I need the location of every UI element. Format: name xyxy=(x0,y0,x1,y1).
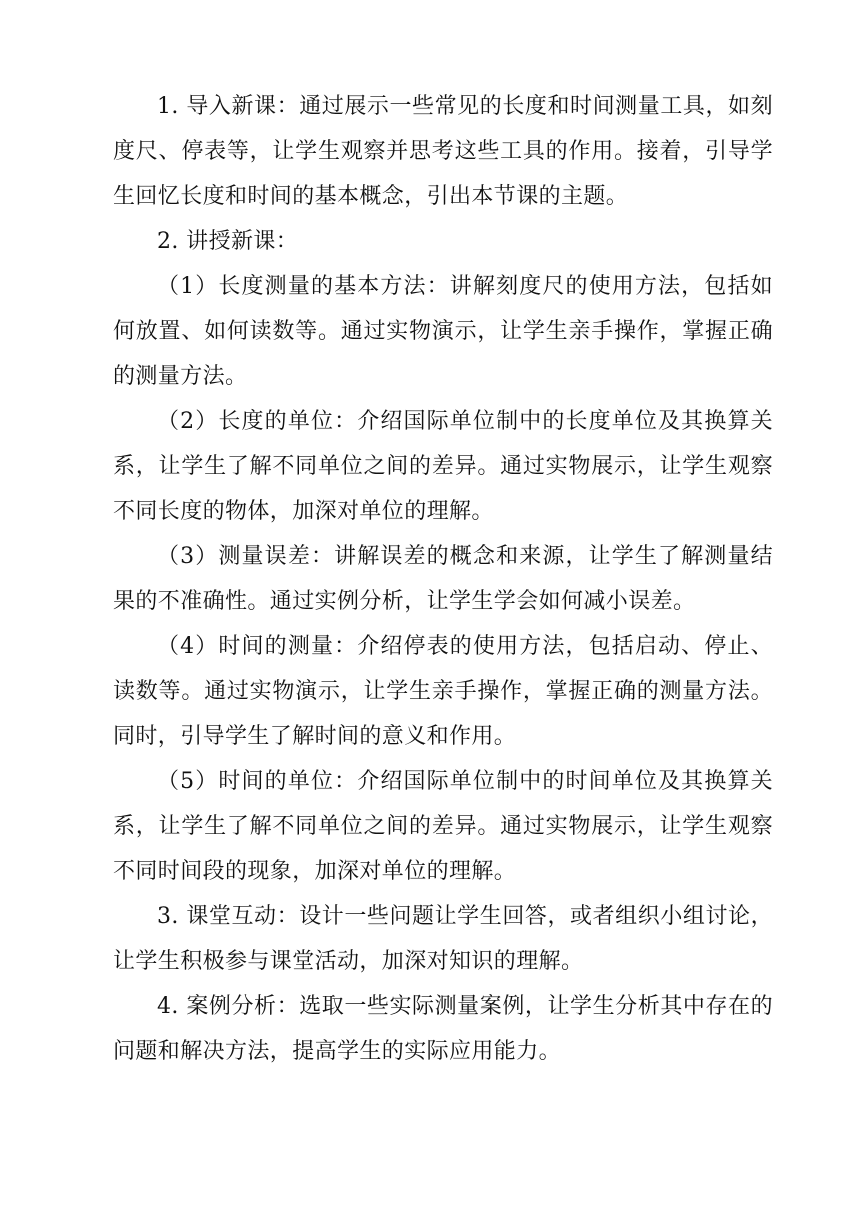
paragraph-length-method: （1）长度测量的基本方法：讲解刻度尺的使用方法，包括如何放置、如何读数等。通过实物演示，让学生亲手操作，掌握正确的测量方法。 xyxy=(113,274,773,389)
document-body xyxy=(113,84,773,1074)
paragraph-length-unit: （2）长度的单位：介绍国际单位制中的长度单位及其换算关系，让学生了解不同单位之间的差异。通过实物展示，让学生观察不同长度的物体，加深对单位的理解。 xyxy=(113,409,773,524)
paragraph-time-measurement: （4）时间的测量：介绍停表的使用方法，包括启动、停止、读数等。通过实物演示，让学生亲手操作，掌握正确的测量方法。同时，引导学生了解时间的意义和作用。 xyxy=(113,634,773,749)
paragraph-intro: 1. 导入新课：通过展示一些常见的长度和时间测量工具，如刻度尺、停表等，让学生观察并思考这些工具的作用。接着，引导学生回忆长度和时间的基本概念，引出本节课的主题。 xyxy=(113,94,773,209)
paragraph-case-analysis: 4. 案例分析：选取一些实际测量案例，让学生分析其中存在的问题和解决方法，提高学生的实际应用能力。 xyxy=(113,994,773,1064)
paragraph-teaching-heading: 2. 讲授新课： xyxy=(157,229,299,254)
paragraph-measurement-error: （3）测量误差：讲解误差的概念和来源，让学生了解测量结果的不准确性。通过实例分析，让学生学会如何减小误差。 xyxy=(113,544,773,614)
paragraph-classroom-interaction: 3. 课堂互动：设计一些问题让学生回答，或者组织小组讨论，让学生积极参与课堂活动，加深对知识的理解。 xyxy=(113,904,773,974)
paragraph-time-unit: （5）时间的单位：介绍国际单位制中的时间单位及其换算关系，让学生了解不同单位之间的差异。通过实物展示，让学生观察不同时间段的现象，加深对单位的理解。 xyxy=(113,769,773,884)
